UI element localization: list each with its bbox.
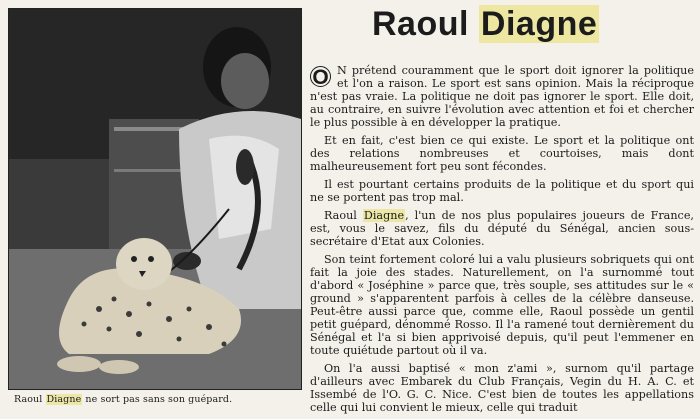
photo-caption <box>14 394 304 406</box>
paragraph-6: On l'a aussi baptisé « mon z'ami », surnom qu'il partage d'ailleurs avec Embarek du Club Français, Vegin du H. A. C. et Issembé de l'O. G. C. Nice. C'est bien de toutes les appellations celle qui lui convient le mieux, celle qui traduit <box>310 362 694 414</box>
title-first-name: Raoul <box>372 5 469 43</box>
article-body <box>310 64 694 419</box>
paragraph-5: Son teint fortement coloré lui a valu plusieurs sobriquets qui ont fait la joie des stades. Naturellement, on l'a surnommé tout d'abord « Joséphine » parce que, très souple, ses attitudes sur le « ground » s'apparentent parfois à celles de la célèbre danseuse. Peut-être aussi parce que, comme elle, Raoul possède un gentil petit guépard, dénommé Rosso. Il l'a ramené tout dernièrement du Sénégal et l'a si bien apprivoisé depuis, qu'il peut l'emmener en toute quiétude partout où il va. <box>310 253 694 357</box>
drop-cap: O <box>310 66 331 87</box>
caption-rest: ne sort pas sans son guépard. <box>82 394 233 405</box>
paragraph-4 <box>310 209 694 248</box>
paragraph-2: Et en fait, c'est bien ce qui existe. Le sport et la politique ont des relations nombreuses et courtoises, mais dont malheureusement fort peu sont fécondes. <box>310 134 694 173</box>
caption-highlighted-name: Diagne <box>46 394 82 405</box>
article-title <box>372 4 599 44</box>
paragraph-4-lead: Raoul <box>324 209 357 222</box>
paragraph-4-highlighted-name: Diagne <box>363 209 405 222</box>
paragraph-3: Il est pourtant certains produits de la politique et du sport qui ne se portent pas trop mal. <box>310 178 694 204</box>
paragraph-1 <box>310 64 694 129</box>
photo-raoul-with-cheetah <box>8 8 302 390</box>
caption-lead: Raoul <box>14 394 43 405</box>
paragraph-1-text: N prétend couramment que le sport doit ignorer la politique et l'on a raison. Le sport est sans opinion. Mais la réciproque n'est pas vraie. La politique ne doit pas ignorer le sport. Elle doit, au contraire, en suivre l'évolution avec attention et foi et chercher le plus possible à en développer la pratique. <box>310 64 694 129</box>
photo-illustration <box>9 9 301 389</box>
title-highlighted-name: Diagne <box>480 5 598 43</box>
paragraph-4-rest: , l'un de nos plus populaires joueurs de France, est, vous le savez, fils du député du Sénégal, ancien sous-secrétaire d'Etat aux Colonies. <box>310 209 694 248</box>
